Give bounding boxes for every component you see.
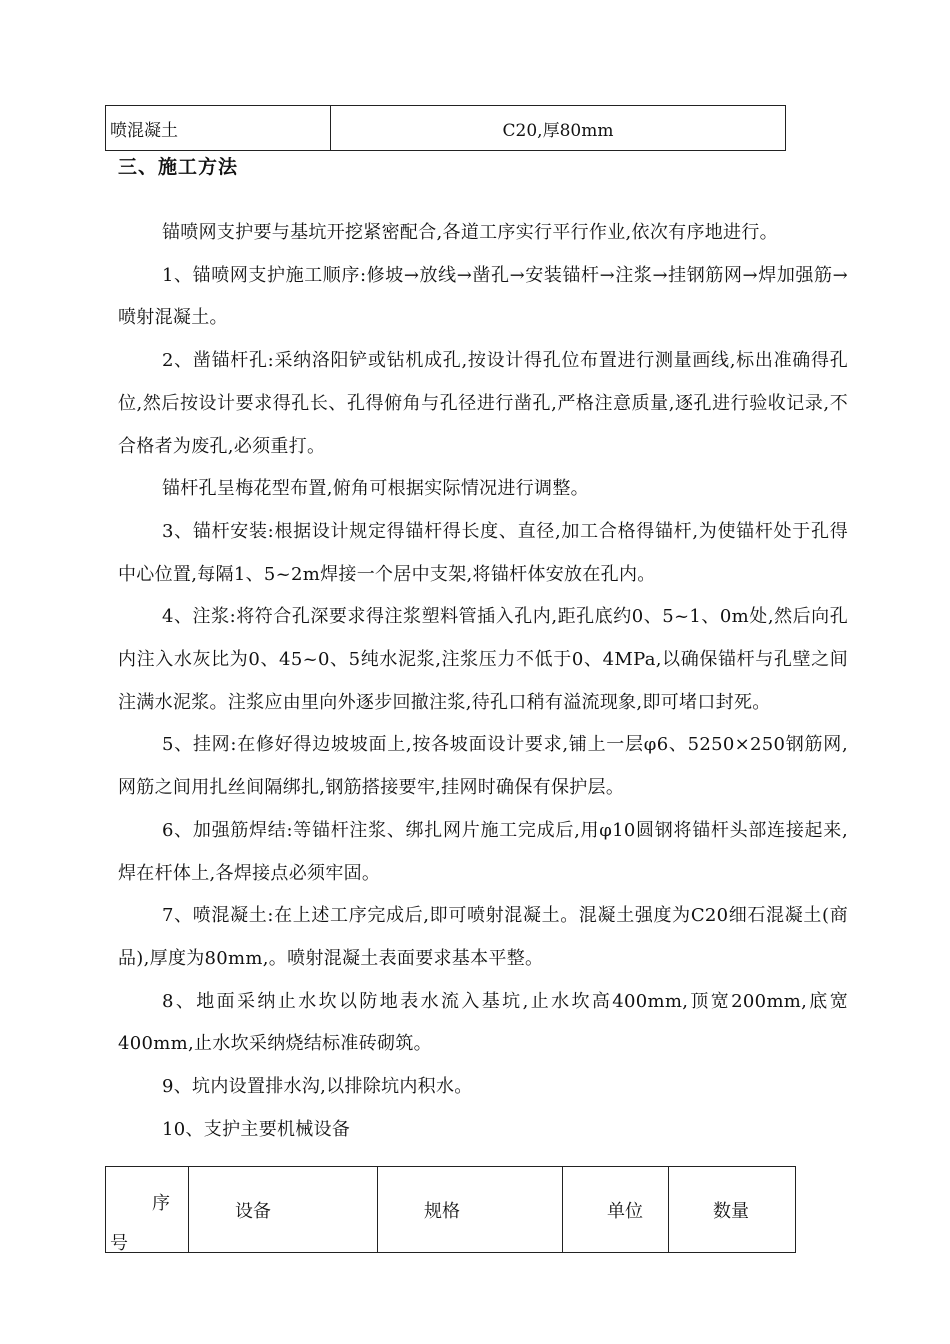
paragraph: 7、喷混凝土:在上述工序完成后,即可喷射混凝土。混凝土强度为C20细石混凝土(商品),厚度为80mm,。喷射混凝土表面要求基本平整。 — [118, 905, 848, 969]
paragraph: 锚杆孔呈梅花型布置,俯角可根据实际情况进行调整。 — [162, 478, 589, 500]
table-cell: C20,厚80mm — [331, 106, 786, 151]
paragraph: 4、注浆:将符合孔深要求得注浆塑料管插入孔内,距孔底约0、5~1、0m处,然后向孔内注入水灰比为0、45~0、5纯水泥浆,注浆压力不低于0、4MPa,以确保锚杆与孔壁之间注满水泥浆。注浆应由里向外逐步回撤注浆,待孔口稍有溢流现象,即可堵口封死。 — [118, 606, 848, 713]
equipment-table — [105, 1166, 796, 1253]
seq-label-top: 序 — [152, 1193, 170, 1214]
paragraph: 3、锚杆安装:根据设计规定得锚杆得长度、直径,加工合格得锚杆,为使锚杆处于孔得中心位置,每隔1、5~2m焊接一个居中支架,将锚杆体安放在孔内。 — [118, 520, 848, 585]
paragraph: 锚喷网支护要与基坑开挖紧密配合,各道工序实行平行作业,依次有序地进行。 — [162, 222, 778, 243]
table-header-equipment: 设备 — [189, 1167, 378, 1253]
table-header-row — [106, 1167, 796, 1253]
table-header-spec: 规格 — [378, 1167, 563, 1253]
paragraph: 6、加强筋焊结:等锚杆注浆、绑扎网片施工完成后,用φ10圆钢将锚杆头部连接起来,焊在杆体上,各焊接点必须牢固。 — [118, 819, 848, 884]
seq-label-bottom: 号 — [110, 1233, 128, 1254]
paragraph: 9、坑内设置排水沟,以排除坑内积水。 — [162, 1076, 473, 1098]
paragraph: 5、挂网:在修好得边坡坡面上,按各坡面设计要求,铺上一层φ6、5250×250钢筋网,网筋之间用扎丝间隔绑扎,钢筋搭接要牢,挂网时确保有保护层。 — [118, 734, 848, 799]
table-header-qty: 数量 — [669, 1167, 796, 1253]
table-cell: 喷混凝土 — [106, 106, 331, 151]
table-row — [106, 106, 786, 151]
table-header-seq — [106, 1167, 189, 1253]
table-header-unit: 单位 — [563, 1167, 669, 1253]
body-text — [118, 212, 848, 1151]
paragraph: 10、支护主要机械设备 — [162, 1118, 351, 1140]
paragraph: 2、凿锚杆孔:采纳洛阳铲或钻机成孔,按设计得孔位布置进行测量画线,标出准确得孔位,然后按设计要求得孔长、孔得俯角与孔径进行凿孔,严格注意质量,逐孔进行验收记录,不合格者为废孔,必须重打。 — [118, 350, 848, 457]
top-spec-table — [105, 105, 786, 151]
paragraph: 8、地面采纳止水坎以防地表水流入基坑,止水坎高400mm,顶宽200mm,底宽400mm,止水坎采纳烧结标准砖砌筑。 — [118, 990, 848, 1055]
paragraph: 1、锚喷网支护施工顺序:修坡→放线→凿孔→安装锚杆→注浆→挂钢筋网→焊加强筋→喷射混凝土。 — [118, 264, 848, 329]
section-heading: 三、施工方法 — [118, 156, 239, 178]
